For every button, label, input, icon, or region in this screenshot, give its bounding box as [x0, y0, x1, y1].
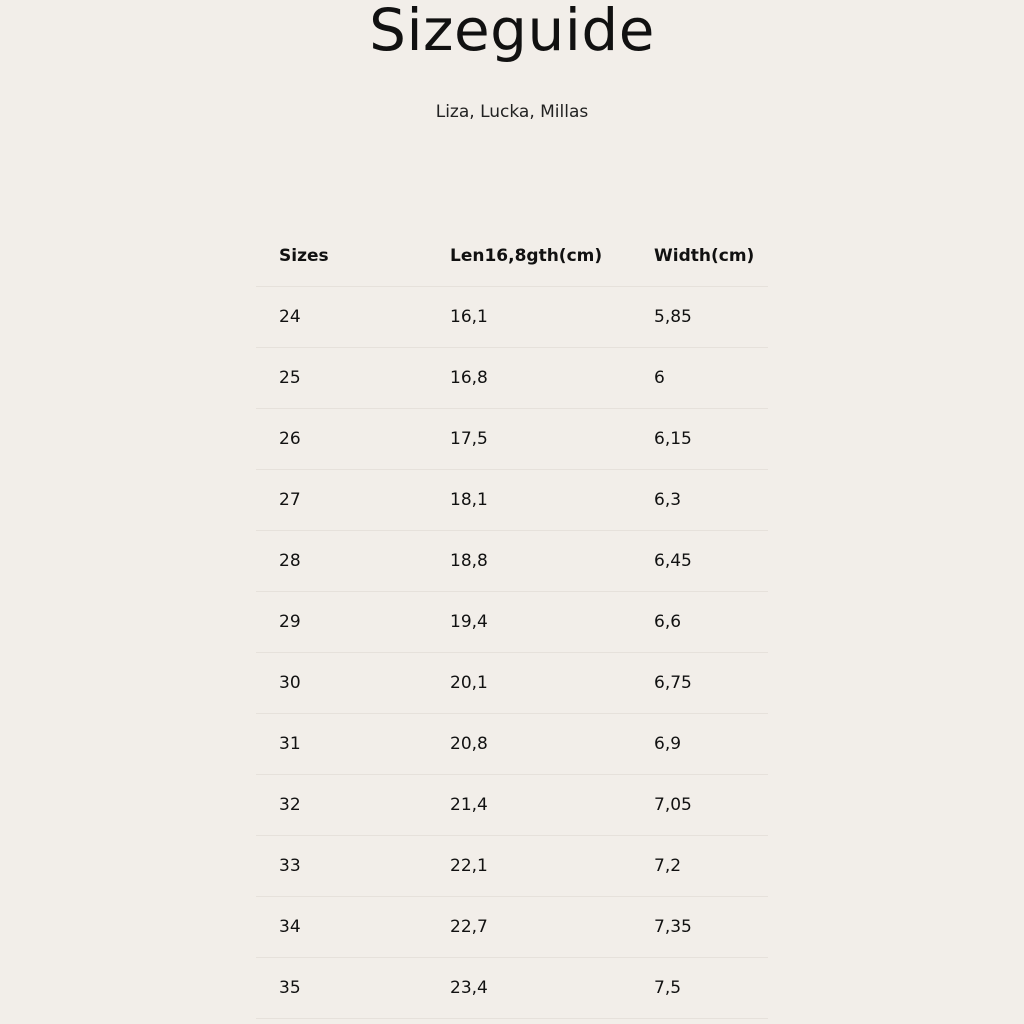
width-cell: 7,5 [654, 978, 682, 998]
size-cell: 25 [279, 368, 301, 388]
column-header-length: Len16,8gth(cm) [450, 246, 603, 266]
table-row [256, 531, 768, 592]
length-cell: 23,4 [450, 978, 488, 998]
column-header-sizes: Sizes [279, 246, 329, 266]
length-cell: 20,1 [450, 673, 488, 693]
size-cell: 24 [279, 307, 301, 327]
table-row [256, 653, 768, 714]
length-cell: 16,1 [450, 307, 488, 327]
width-cell: 7,35 [654, 917, 692, 937]
length-cell: 22,7 [450, 917, 488, 937]
length-cell: 16,8 [450, 368, 488, 388]
width-cell: 6,3 [654, 490, 682, 510]
size-cell: 33 [279, 856, 301, 876]
length-cell: 20,8 [450, 734, 488, 754]
size-cell: 32 [279, 795, 301, 815]
width-cell: 6,15 [654, 429, 692, 449]
size-cell: 28 [279, 551, 301, 571]
width-cell: 6,45 [654, 551, 692, 571]
table-row [256, 836, 768, 897]
table-row [256, 470, 768, 531]
length-cell: 21,4 [450, 795, 488, 815]
page-subtitle: Liza, Lucka, Millas [435, 102, 589, 122]
table-row [256, 958, 768, 1019]
table-row [256, 714, 768, 775]
table-row [256, 775, 768, 836]
width-cell: 6,9 [654, 734, 682, 754]
size-cell: 29 [279, 612, 301, 632]
table-row [256, 348, 768, 409]
length-cell: 17,5 [450, 429, 488, 449]
size-cell: 30 [279, 673, 301, 693]
width-cell: 6,6 [654, 612, 682, 632]
width-cell: 5,85 [654, 307, 692, 327]
table-row [256, 592, 768, 653]
size-cell: 27 [279, 490, 301, 510]
size-cell: 34 [279, 917, 301, 937]
table-row [256, 287, 768, 348]
column-header-width: Width(cm) [654, 246, 755, 266]
size-cell: 35 [279, 978, 301, 998]
size-table [256, 226, 768, 1019]
width-cell: 7,2 [654, 856, 682, 876]
table-row [256, 409, 768, 470]
size-cell: 31 [279, 734, 301, 754]
width-cell: 7,05 [654, 795, 692, 815]
width-cell: 6 [654, 368, 665, 388]
width-cell: 6,75 [654, 673, 692, 693]
size-cell: 26 [279, 429, 301, 449]
page-title: Sizeguide [369, 0, 655, 64]
table-header-row [256, 226, 768, 287]
length-cell: 19,4 [450, 612, 488, 632]
length-cell: 18,8 [450, 551, 488, 571]
table-row [256, 897, 768, 958]
length-cell: 18,1 [450, 490, 488, 510]
length-cell: 22,1 [450, 856, 488, 876]
